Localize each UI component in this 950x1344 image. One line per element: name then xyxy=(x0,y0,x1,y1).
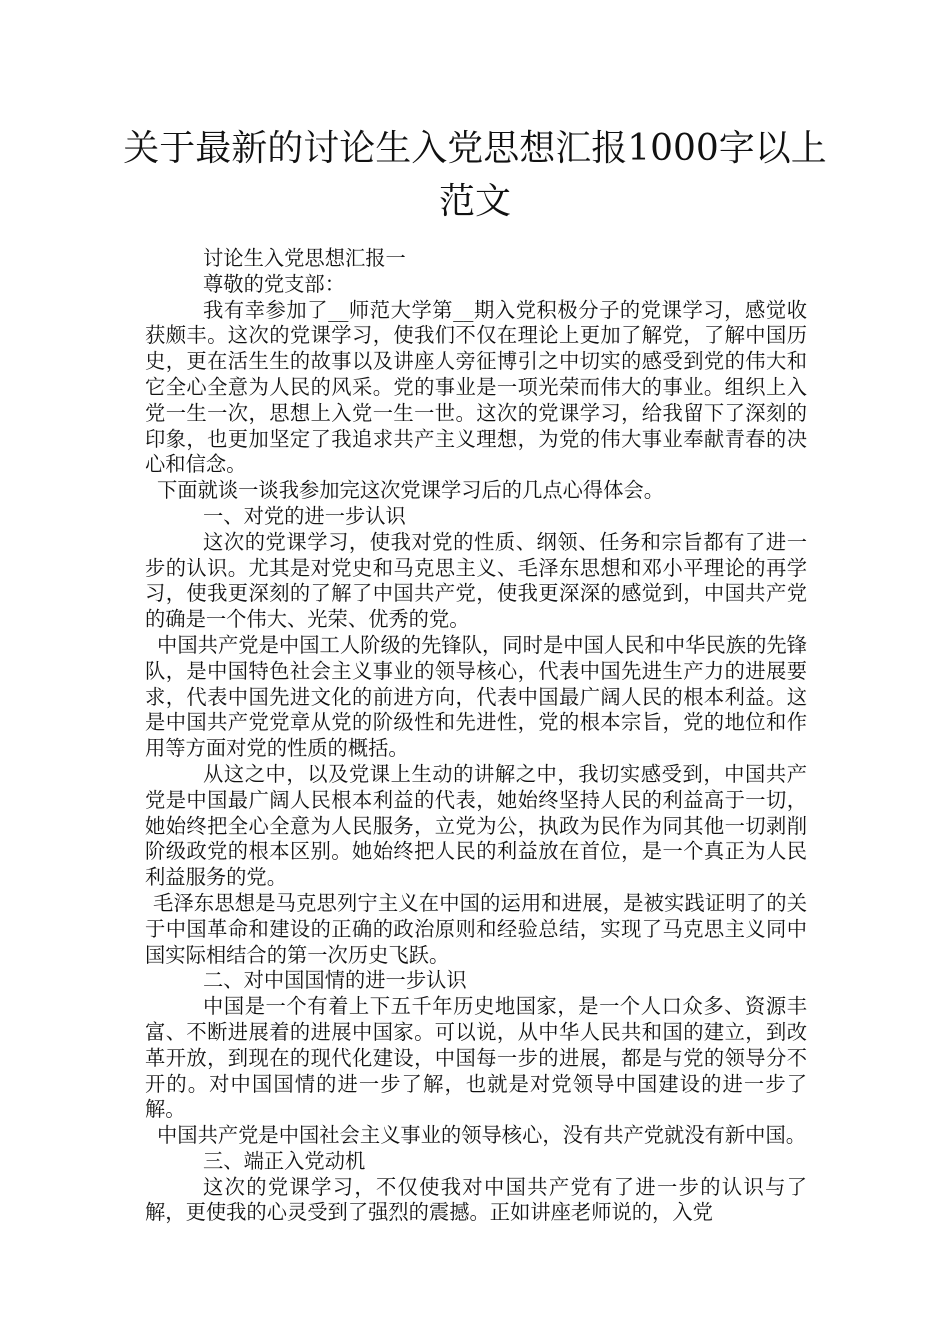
body-paragraph: 毛泽东思想是马克思列宁主义在中国的运用和进展，是被实践证明了的关于中国革命和建设的正确的政治原则和经验总结，实现了马克思主义同中国实际相结合的第一次历史飞跃。 xyxy=(145,890,807,967)
section-heading: 一、对党的进一步认识 xyxy=(203,503,406,528)
body-paragraph: 这次的党课学习，不仅使我对中国共产党有了进一步的认识与了解，更使我的心灵受到了强烈的震撼。正如讲座老师说的，入党 xyxy=(145,1174,807,1225)
body-paragraph: 尊敬的党支部： xyxy=(203,271,345,296)
body-paragraph: 中国是一个有着上下五千年历史地国家，是一个人口众多、资源丰富、不断进展着的进展中国家。可以说，从中华人民共和国的建立，到改革开放，到现在的现代化建设，中国每一步的进展，都是与党的领导分不开的。对中国国情的进一步了解，也就是对党领导中国建设的进一步了解。 xyxy=(145,994,807,1122)
body-paragraph: 下面就谈一谈我参加完这次党课学习后的几点心得体会。 xyxy=(157,478,665,503)
document-title: 关于最新的讨论生入党思想汇报1000字以上范文 xyxy=(123,128,827,222)
document-body xyxy=(145,246,807,1226)
body-paragraph: 从这之中，以及党课上生动的讲解之中，我切实感受到，中国共产党是中国最广阔人民根本利益的代表，她始终坚持人民的利益高于一切，她始终把全心全意为人民服务，立党为公，执政为民作为同其他一切剥削阶级政党的根本区别。她始终把人民的利益放在首位，是一个真正为人民利益服务的党。 xyxy=(145,761,807,890)
body-paragraph: 我有幸参加了__师范大学第__期入党积极分子的党课学习，感觉收获颇丰。这次的党课学习，使我们不仅在理论上更加了解党，了解中国历史，更在活生生的故事以及讲座人旁征博引之中切实的感受到党的伟大和它全心全意为人民的风采。党的事业是一项光荣而伟大的事业。组织上入党一生一次，思想上入党一生一世。这次的党课学习，给我留下了深刻的印象，也更加坚定了我追求共产主义理想，为党的伟大事业奉献青春的决心和信念。 xyxy=(145,297,807,477)
body-paragraph: 中国共产党是中国工人阶级的先锋队，同时是中国人民和中华民族的先锋队，是中国特色社会主义事业的领导核心，代表中国先进生产力的进展要求，代表中国先进文化的前进方向，代表中国最广阔人民的根本利益。这是中国共产党党章从党的阶级性和先进性，党的根本宗旨，党的地位和作用等方面对党的性质的概括。 xyxy=(145,632,807,761)
body-paragraph: 这次的党课学习，使我对党的性质、纲领、任务和宗旨都有了进一步的认识。尤其是对党史和马克思主义、毛泽东思想和邓小平理论的再学习，使我更深刻的了解了中国共产党，使我更深深的感觉到，中国共产党的确是一个伟大、光荣、优秀的党。 xyxy=(145,529,807,632)
section-heading: 二、对中国国情的进一步认识 xyxy=(203,968,467,993)
section-heading: 三、端正入党动机 xyxy=(203,1148,366,1173)
body-paragraph: 讨论生入党思想汇报一 xyxy=(203,246,406,270)
body-paragraph: 中国共产党是中国社会主义事业的领导核心，没有共产党就没有新中国。 xyxy=(157,1123,807,1148)
